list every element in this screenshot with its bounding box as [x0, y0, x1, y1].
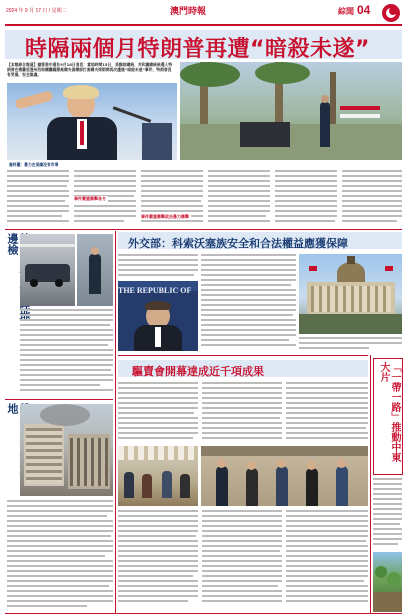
masthead-rule — [5, 24, 402, 26]
logo-icon — [382, 4, 400, 22]
left-photo-border-checkpoint — [20, 234, 75, 306]
masthead-paper-name: 澳門時報 — [170, 7, 207, 17]
hk-body-2 — [118, 510, 368, 610]
right-body — [373, 478, 402, 548]
hk-photo-handshake — [201, 446, 368, 506]
hk-headline: 驅賣會開幕達成近千項成果 — [132, 365, 264, 378]
left-divider — [5, 399, 113, 400]
lead-photo-caption: 資料圖：暴力在美國沒有市場 — [9, 162, 59, 167]
hk-body — [118, 382, 368, 442]
right-headline: 「一帶一路」推動中東大片 — [378, 362, 400, 462]
lead-body — [7, 168, 402, 228]
flag-backdrop-icon: THE REPUBLIC OF — [118, 286, 192, 295]
serbia-body-3 — [299, 337, 402, 351]
serbia-headline: 外交部：科索沃塞族安全和合法權益應獲保障 — [128, 237, 348, 250]
left-headline-1: 邊檢 — [6, 233, 19, 255]
lead-photo-golf-club — [180, 62, 402, 160]
left-column-rule — [115, 231, 116, 613]
masthead — [0, 0, 407, 28]
hk-photo-expo-hall — [118, 446, 198, 506]
lead-subhead-1: 事件嚴重衝擊各方 — [74, 196, 106, 201]
masthead-date: 2024 年 9 月 17 日 / 星期二 — [6, 8, 67, 14]
left-headline-2: 地 — [6, 403, 19, 414]
page-number: 04 — [357, 3, 371, 17]
right-photo-landscape — [373, 552, 402, 612]
lead-headline: 時隔兩個月特朗普再遭“暗殺未遂” — [25, 37, 370, 62]
left-photo-kyiv-strike — [20, 404, 113, 496]
serbia-photo-parliament — [299, 254, 402, 334]
lead-summary: 【本報綜合報道】據香港中通社9月16日消息：當地時間15日，美國前總統、共和黨總統候選人特朗普在佛羅里達州西棕櫚灘國際高爾夫俱樂部打高爾夫球期間再次遭遇“暗殺未遂”事件，特朗普沒有受傷，安全無虞。 — [7, 62, 173, 78]
serbia-body-2 — [201, 254, 296, 350]
lead-subhead-2: 事件嚴重衝擊政治暴力衝擊 — [141, 214, 189, 219]
right-column-rule — [370, 355, 371, 613]
masthead-section: 綜聞 — [338, 7, 354, 16]
mid-divider — [118, 355, 368, 356]
left-article-2-body — [7, 500, 113, 612]
section-divider — [5, 229, 402, 230]
left-photo-police — [77, 234, 113, 306]
serbia-photo-vucic — [118, 281, 198, 351]
bottom-rule — [5, 613, 402, 614]
left-article-1-body — [20, 309, 113, 397]
lead-photo-trump — [7, 83, 177, 160]
